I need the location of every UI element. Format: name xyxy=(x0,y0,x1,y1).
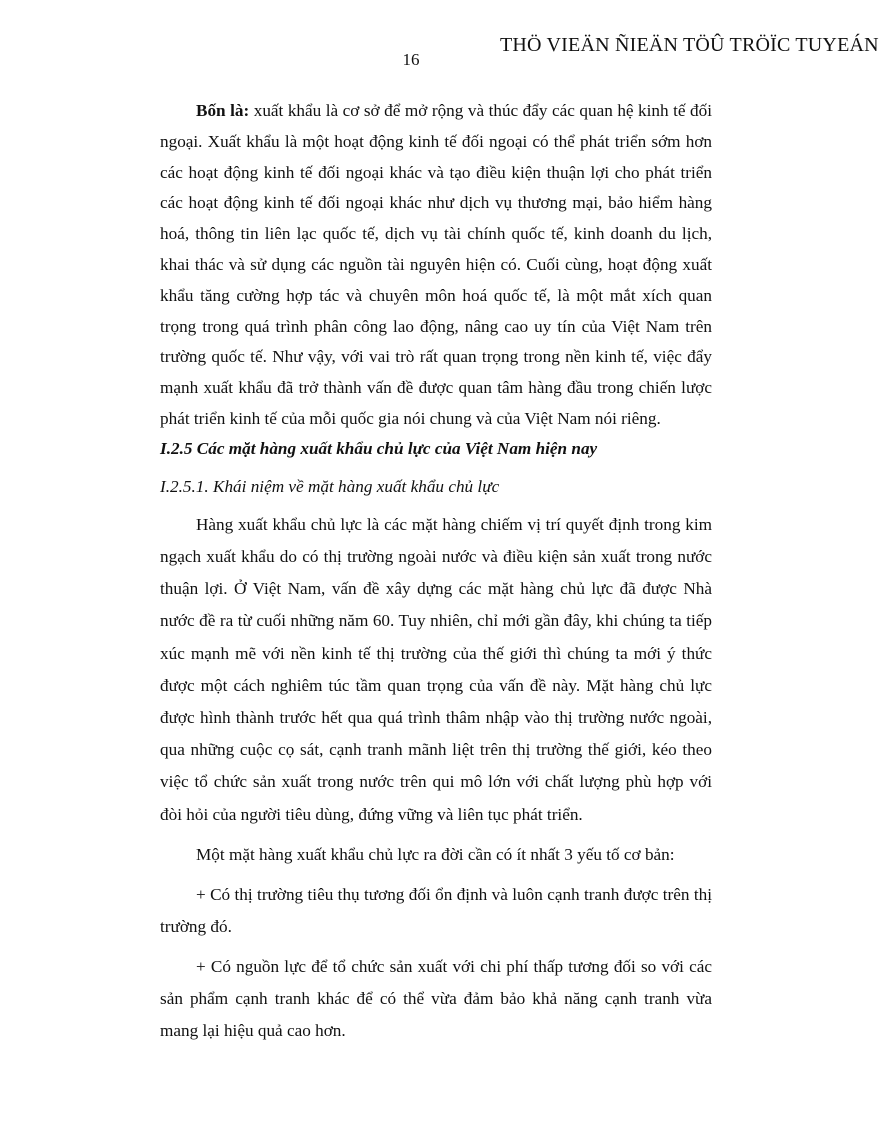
list-item-market: + Có thị trường tiêu thụ tương đối ổn định và luôn cạnh tranh được trên thị trường đó. xyxy=(160,884,712,936)
subsection-heading: I.2.5.1. Khái niệm về mặt hàng xuất khẩu chủ lực xyxy=(160,476,500,496)
section-heading: I.2.5 Các mặt hàng xuất khẩu chủ lực của Việt Nam hiện nay xyxy=(160,438,598,458)
paragraph-lead: Bốn là: xyxy=(196,101,250,120)
library-watermark: THÖ VIEÄN ÑIEÄN TÖÛ TRÖÏC TUYEÁN xyxy=(500,34,879,56)
page-body xyxy=(160,96,712,1047)
paragraph-fourth-role xyxy=(160,96,712,435)
list-item-resources: + Có nguồn lực để tổ chức sản xuất với chi phí thấp tương đối so với các sản phẩm cạnh tranh khác để có thể vừa đảm bảo khả năng cạnh tranh vừa mang lại hiệu quả cao hơn. xyxy=(160,956,712,1040)
paragraph-definition: Hàng xuất khẩu chủ lực là các mặt hàng chiếm vị trí quyết định trong kim ngạch xuất khẩu do có thị trường ngoài nước và điều kiện sản xuất trong nước thuận lợi. Ở Việt Nam, vấn đề xây dựng các mặt hàng chủ lực đã được Nhà nước đề ra từ cuối những năm 60. Tuy nhiên, chỉ mới gần đây, khi chúng ta tiếp xúc mạnh mẽ với nền kinh tế thị trường của thế giới thì chúng ta mới ý thức được một cách nghiêm túc tầm quan trọng của vấn đề này. Mặt hàng chủ lực được hình thành trước hết qua quá trình thâm nhập vào thị trường nước ngoài, qua những cuộc cọ sát, cạnh tranh mãnh liệt trên thị trường thế giới, kéo theo việc tổ chức sản xuất trong nước trên qui mô lớn với chất lượng phù hợp với đòi hỏi của người tiêu dùng, đứng vững và liên tục phát triển. xyxy=(160,514,712,824)
page-number: 16 xyxy=(402,50,420,69)
paragraph-factors-intro: Một mặt hàng xuất khẩu chủ lực ra đời cần có ít nhất 3 yếu tố cơ bản: xyxy=(196,844,675,864)
paragraph-text: xuất khẩu là cơ sở để mở rộng và thúc đẩy các quan hệ kinh tế đối ngoại. Xuất khẩu là một hoạt động kinh tế đối ngoại có thể phát triển sớm hơn các hoạt động kinh tế đối ngoại khác và tạo điều kiện thuận lợi cho phát triển các hoạt động kinh tế đối ngoại khác như dịch vụ thương mại, bảo hiểm hàng hoá, thông tin liên lạc quốc tế, dịch vụ tài chính quốc tế, kinh doanh du lịch, khai thác và sử dụng các nguồn tài nguyên hiện có. Cuối cùng, hoạt động xuất khẩu tăng cường hợp tác và chuyên môn hoá quốc tế, là một mắt xích quan trọng trong quá trình phân công lao động, nâng cao uy tín của Việt Nam trên trường quốc tế. Như vậy, với vai trò rất quan trọng trong nền kinh tế, việc đẩy mạnh xuất khẩu đã trở thành vấn đề được quan tâm hàng đầu trong chiến lược phát triển kinh tế của mỗi quốc gia nói chung và của Việt Nam nói riêng. xyxy=(160,101,712,428)
